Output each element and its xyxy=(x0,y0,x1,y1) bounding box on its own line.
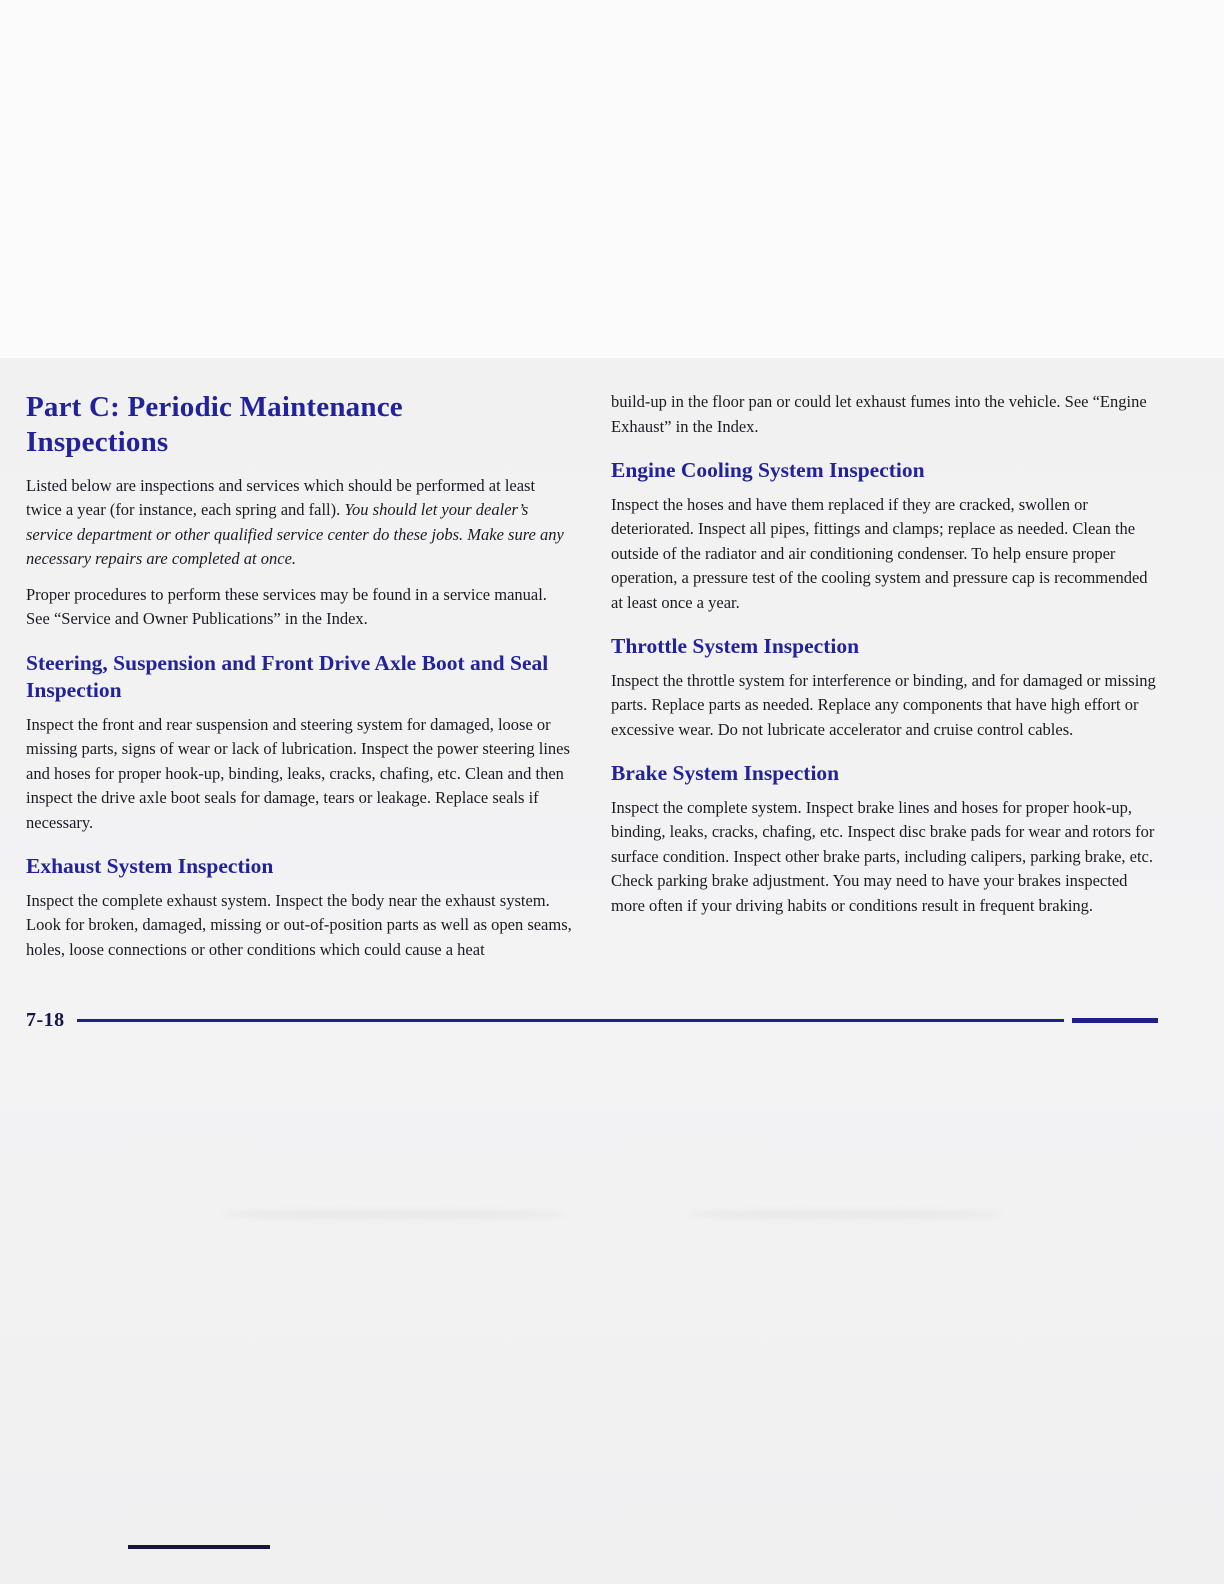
right-column xyxy=(611,390,1158,973)
section-heading-engine-cooling: Engine Cooling System Inspection xyxy=(611,458,925,482)
two-column-layout xyxy=(26,390,1158,973)
brake-system-paragraph: Inspect the complete system. Inspect brake lines and hoses for proper hook-up, binding, leaks, cracks, chafing, etc. Inspect disc brake pads for wear and rotors for surface condition. Inspect other brake parts, including calipers, parking brake, etc. Check parking brake adjustment. You may need to have your brakes inspected more often if your driving habits or conditions result in frequent braking. xyxy=(611,797,1155,915)
exhaust-continuation-paragraph: build-up in the floor pan or could let exhaust fumes into the vehicle. See “Engine Exhaust” in the Index. xyxy=(611,392,1147,436)
exhaust-system-paragraph: Inspect the complete exhaust system. Inspect the body near the exhaust system. Look for broken, damaged, missing or out-of-position parts as well as open seams, holes, loose connections or other conditions which could cause a heat xyxy=(26,890,572,959)
procedures-paragraph: Proper procedures to perform these services may be found in a service manual. See “Service and Owner Publications” in the Index. xyxy=(26,584,547,629)
engine-cooling-paragraph: Inspect the hoses and have them replaced if they are cracked, swollen or deteriorated. Inspect all pipes, fittings and clamps; replace as needed. Clean the outside of the radiator and air conditioning condenser. To help ensure proper operation, a pressure test of the cooling system and pressure cap is recommended at least once a year. xyxy=(611,494,1148,612)
left-column xyxy=(26,390,573,973)
scan-artifact-right xyxy=(688,1210,1003,1219)
section-heading-exhaust-system: Exhaust System Inspection xyxy=(26,854,274,879)
footer-rule-end-segment xyxy=(1072,1018,1158,1023)
section-heading-throttle-system: Throttle System Inspection xyxy=(611,634,860,659)
page-footer xyxy=(26,1009,1158,1032)
section-heading-steering-suspension: Steering, Suspension and Front Drive Axle Boot and Seal Inspection xyxy=(26,650,549,703)
section-heading-brake-system: Brake System Inspection xyxy=(611,761,840,786)
intro-paragraph xyxy=(26,474,573,572)
page-content xyxy=(26,390,1158,1032)
intro-text-normal: Listed below are inspections and services which should be performed at least twice a year (for instance, each spring and fall). xyxy=(26,475,536,520)
scan-artifact-left xyxy=(222,1210,567,1219)
footer-rule xyxy=(77,1019,1064,1022)
page-title: Part C: Periodic Maintenance Inspections xyxy=(26,391,403,458)
page-number: 7-18 xyxy=(26,1009,65,1032)
steering-suspension-paragraph: Inspect the front and rear suspension and steering system for damaged, loose or missing parts, signs of wear or lack of lubrication. Inspect the power steering lines and hoses for proper hook-up, binding, leaks, cracks, chafing, etc. Clean and then inspect the drive axle boot seals for damage, tears or leakage. Replace seals if necessary. xyxy=(26,714,570,832)
bottom-page-mark xyxy=(128,1545,270,1549)
throttle-system-paragraph: Inspect the throttle system for interference or binding, and for damaged or missing parts. Replace parts as needed. Replace any components that have high effort or excessive wear. Do not lubricate accelerator and cruise control cables. xyxy=(611,670,1156,739)
intro-text-italic: You should let your dealer’s service department or other qualified service center do these jobs. Make sure any necessary repairs are completed at once. xyxy=(26,500,564,569)
